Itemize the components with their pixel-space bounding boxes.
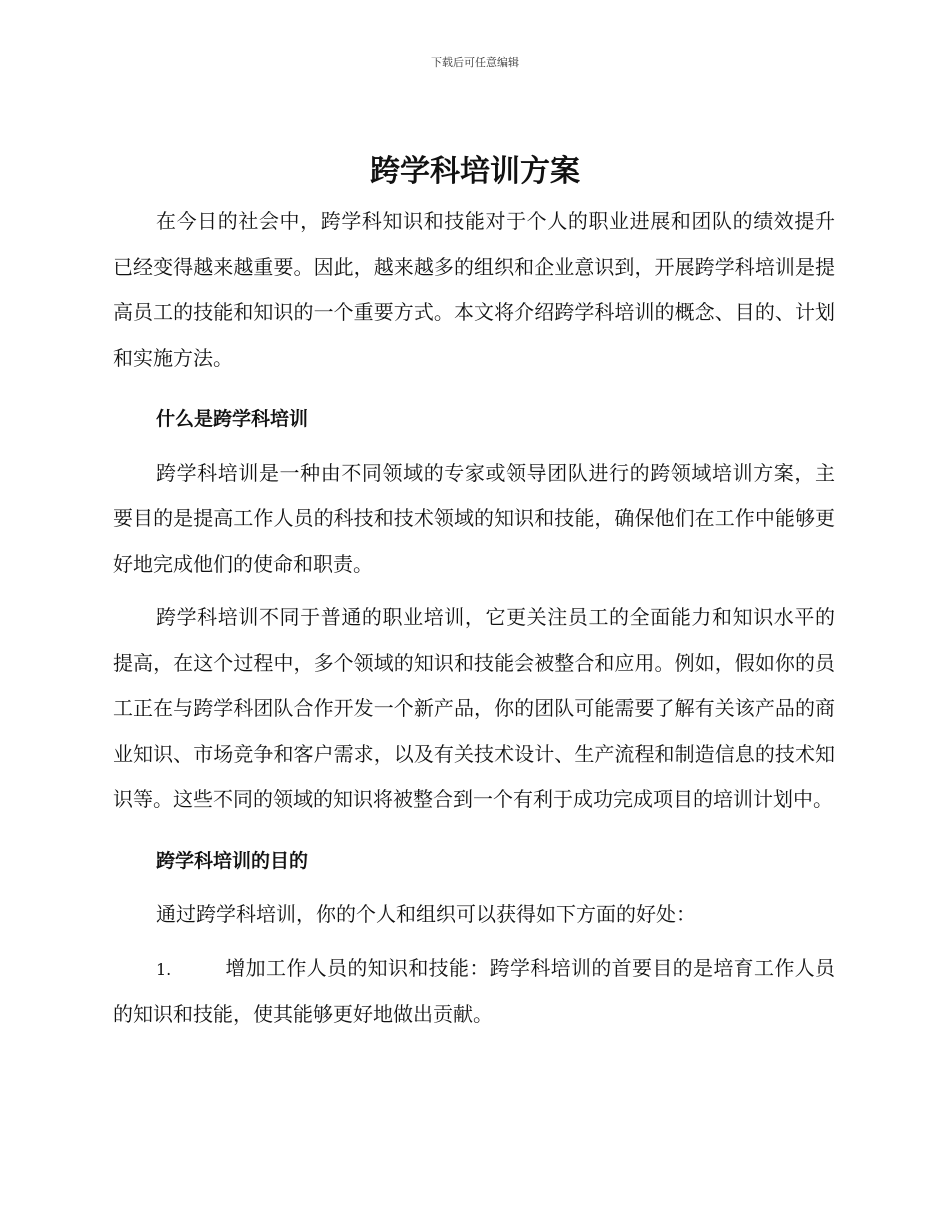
list-item [113,946,835,1038]
list-item-text: 增加工作人员的知识和技能：跨学科培训的首要目的是培育工作人员的知识和技能，使其能够更好地做出贡献。 [113,955,835,1026]
section2-intro-paragraph: 通过跨学科培训，你的个人和组织可以获得如下方面的好处： [156,902,696,926]
section1-paragraph-2: 跨学科培训不同于普通的职业培训，它更关注员工的全面能力和知识水平的提高，在这个过程中，多个领域的知识和技能会被整合和应用。例如，假如你的员工正在与跨学科团队合作开发一个新产品，你的团队可能需要了解有关该产品的商业知识、市场竞争和客户需求，以及有关技术设计、生产流程和制造信息的技术知识等。这些不同的领域的知识将被整合到一个有利于成功完成项目的培训计划中。 [113,605,835,811]
section-heading-what-is: 什么是跨学科培训 [156,408,309,430]
document-body [113,199,835,1038]
section-heading-purpose: 跨学科培训的目的 [156,849,309,872]
intro-paragraph: 在今日的社会中，跨学科知识和技能对于个人的职业进展和团队的绩效提升已经变得越来越重要。因此，越来越多的组织和企业意识到，开展跨学科培训是提高员工的技能和知识的一个重要方式。本文将介绍跨学科培训的概念、目的、计划和实施方法。 [113,209,835,370]
list-item-number: 1. [156,959,172,979]
section1-paragraph-1: 跨学科培训是一种由不同领域的专家或领导团队进行的跨领域培训方案，主要目的是提高工作人员的科技和技术领域的知识和技能，确保他们在工作中能够更好地完成他们的使命和职责。 [113,460,835,576]
page-header-note: 下载后可任意编辑 [431,56,519,69]
document-title: 跨学科培训方案 [370,154,580,189]
